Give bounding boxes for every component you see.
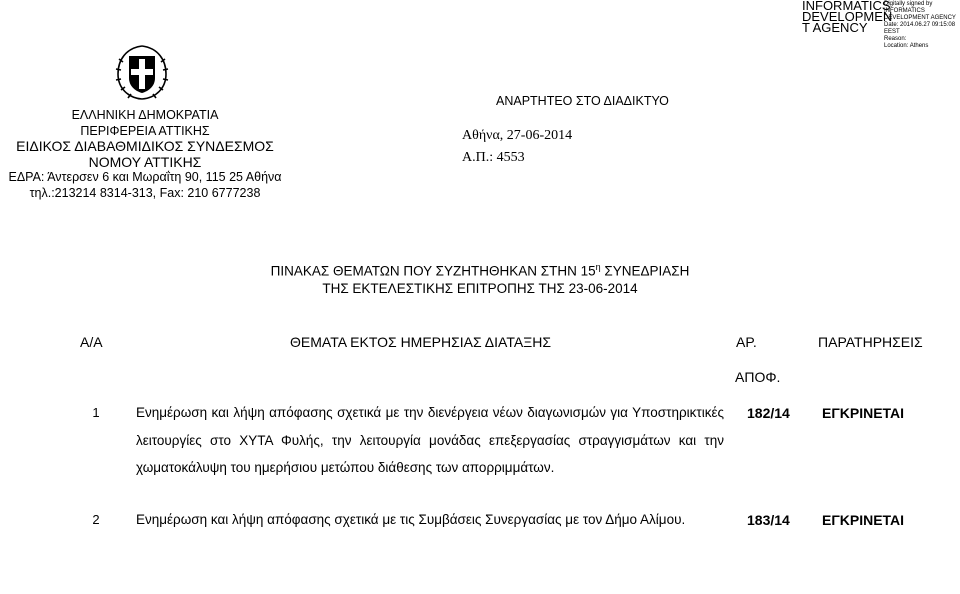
issuer-contact: τηλ.:213214 8314-313, Fax: 210 6777238 [29, 185, 261, 200]
col-header-topics: ΘΕΜΑΤΑ ΕΚΤΟΣ ΗΜΕΡΗΣΙΑΣ ΔΙΑΤΑΞΗΣ [290, 334, 552, 350]
document-title [0, 262, 960, 279]
title-line1-main: ΠΙΝΑΚΑΣ ΘΕΜΑΤΩΝ ΠΟΥ ΣΥΖΗΤΗΘΗΚΑΝ ΣΤΗΝ 15 [270, 263, 596, 279]
issuer-organization: ΕΙΔΙΚΟΣ ΔΙΑΒΑΘΜΙΔΙΚΟΣ ΣΥΝΔΕΣΜΟΣ [16, 138, 274, 154]
signature-name: INFORMATICS DEVELOPMEN T AGENCY [802, 0, 893, 35]
internet-posting-notice: ΑΝΑΡΤΗΤΕΟ ΣΤΟ ΔΙΑΔΙΚΤΥΟ [496, 94, 669, 108]
row-1-decision: 182/14 [747, 405, 790, 421]
row-1-topic: Ενημέρωση και λήψη απόφασης σχετικά με την διενέργεια νέων διαγωνισμών για Υποστηρικτικές λειτουργίες στο ΧΥΤΑ Φυλής, την λειτουργία μονάδας επεξεργασίας στραγγισμάτων και την χωματοκάλυψη του ημερήσιου μετώπου διάθεσης των απορριμμάτων. [136, 405, 724, 475]
issuer-region: ΠΕΡΙΦΕΡΕΙΑ ΑΤΤΙΚΗΣ [80, 123, 210, 138]
col-header-index: Α/Α [80, 334, 103, 350]
col-header-remarks: ΠΑΡΑΤΗΡΗΣΕΙΣ [818, 334, 923, 350]
issuer-prefecture: ΝΟΜΟΥ ΑΤΤΙΚΗΣ [88, 153, 202, 170]
title-ordinal-suffix: η [595, 262, 601, 272]
issuer-address: ΕΔΡΑ: Άντερσεν 6 και Μωραΐτη 90, 115 25 Αθήνα [8, 170, 282, 184]
place-date: Αθήνα, 27-06-2014 [462, 128, 573, 143]
row-2-index: 2 [92, 512, 100, 527]
col-header-decision: ΑΡ. [736, 334, 757, 350]
greek-coat-of-arms-icon [112, 42, 172, 102]
title-line1-end: ΣΥΝΕΔΡΙΑΣΗ [600, 263, 690, 279]
issuer-header [0, 108, 290, 201]
document-subtitle: ΤΗΣ ΕΚΤΕΛΕΣΤΙΚΗΣ ΕΠΙΤΡΟΠΗΣ ΤΗΣ 23-06-2014 [322, 281, 638, 296]
signature-details: Digitally signed by INFORMATICS DEVELOPMENT AGENCY Date: 2014.06.27 09:15:08 EEST Reason: Location: Athens [884, 1, 956, 49]
row-1-remark: ΕΓΚΡΙΝΕΤΑΙ [822, 405, 905, 421]
protocol-number: Α.Π.: 4553 [462, 150, 525, 165]
row-1-index: 1 [92, 405, 100, 420]
row-2-decision: 183/14 [747, 512, 790, 528]
row-2-remark: ΕΓΚΡΙΝΕΤΑΙ [822, 512, 905, 528]
row-2-topic: Ενημέρωση και λήψη απόφασης σχετικά με τις Συμβάσεις Συνεργασίας με τον Δήμο Αλίμου. [136, 512, 686, 527]
col-header-decision-line2: ΑΠΟΦ. [735, 369, 781, 385]
issuer-country: ΕΛΛΗΝΙΚΗ ΔΗΜΟΚΡΑΤΙΑ [71, 108, 219, 122]
